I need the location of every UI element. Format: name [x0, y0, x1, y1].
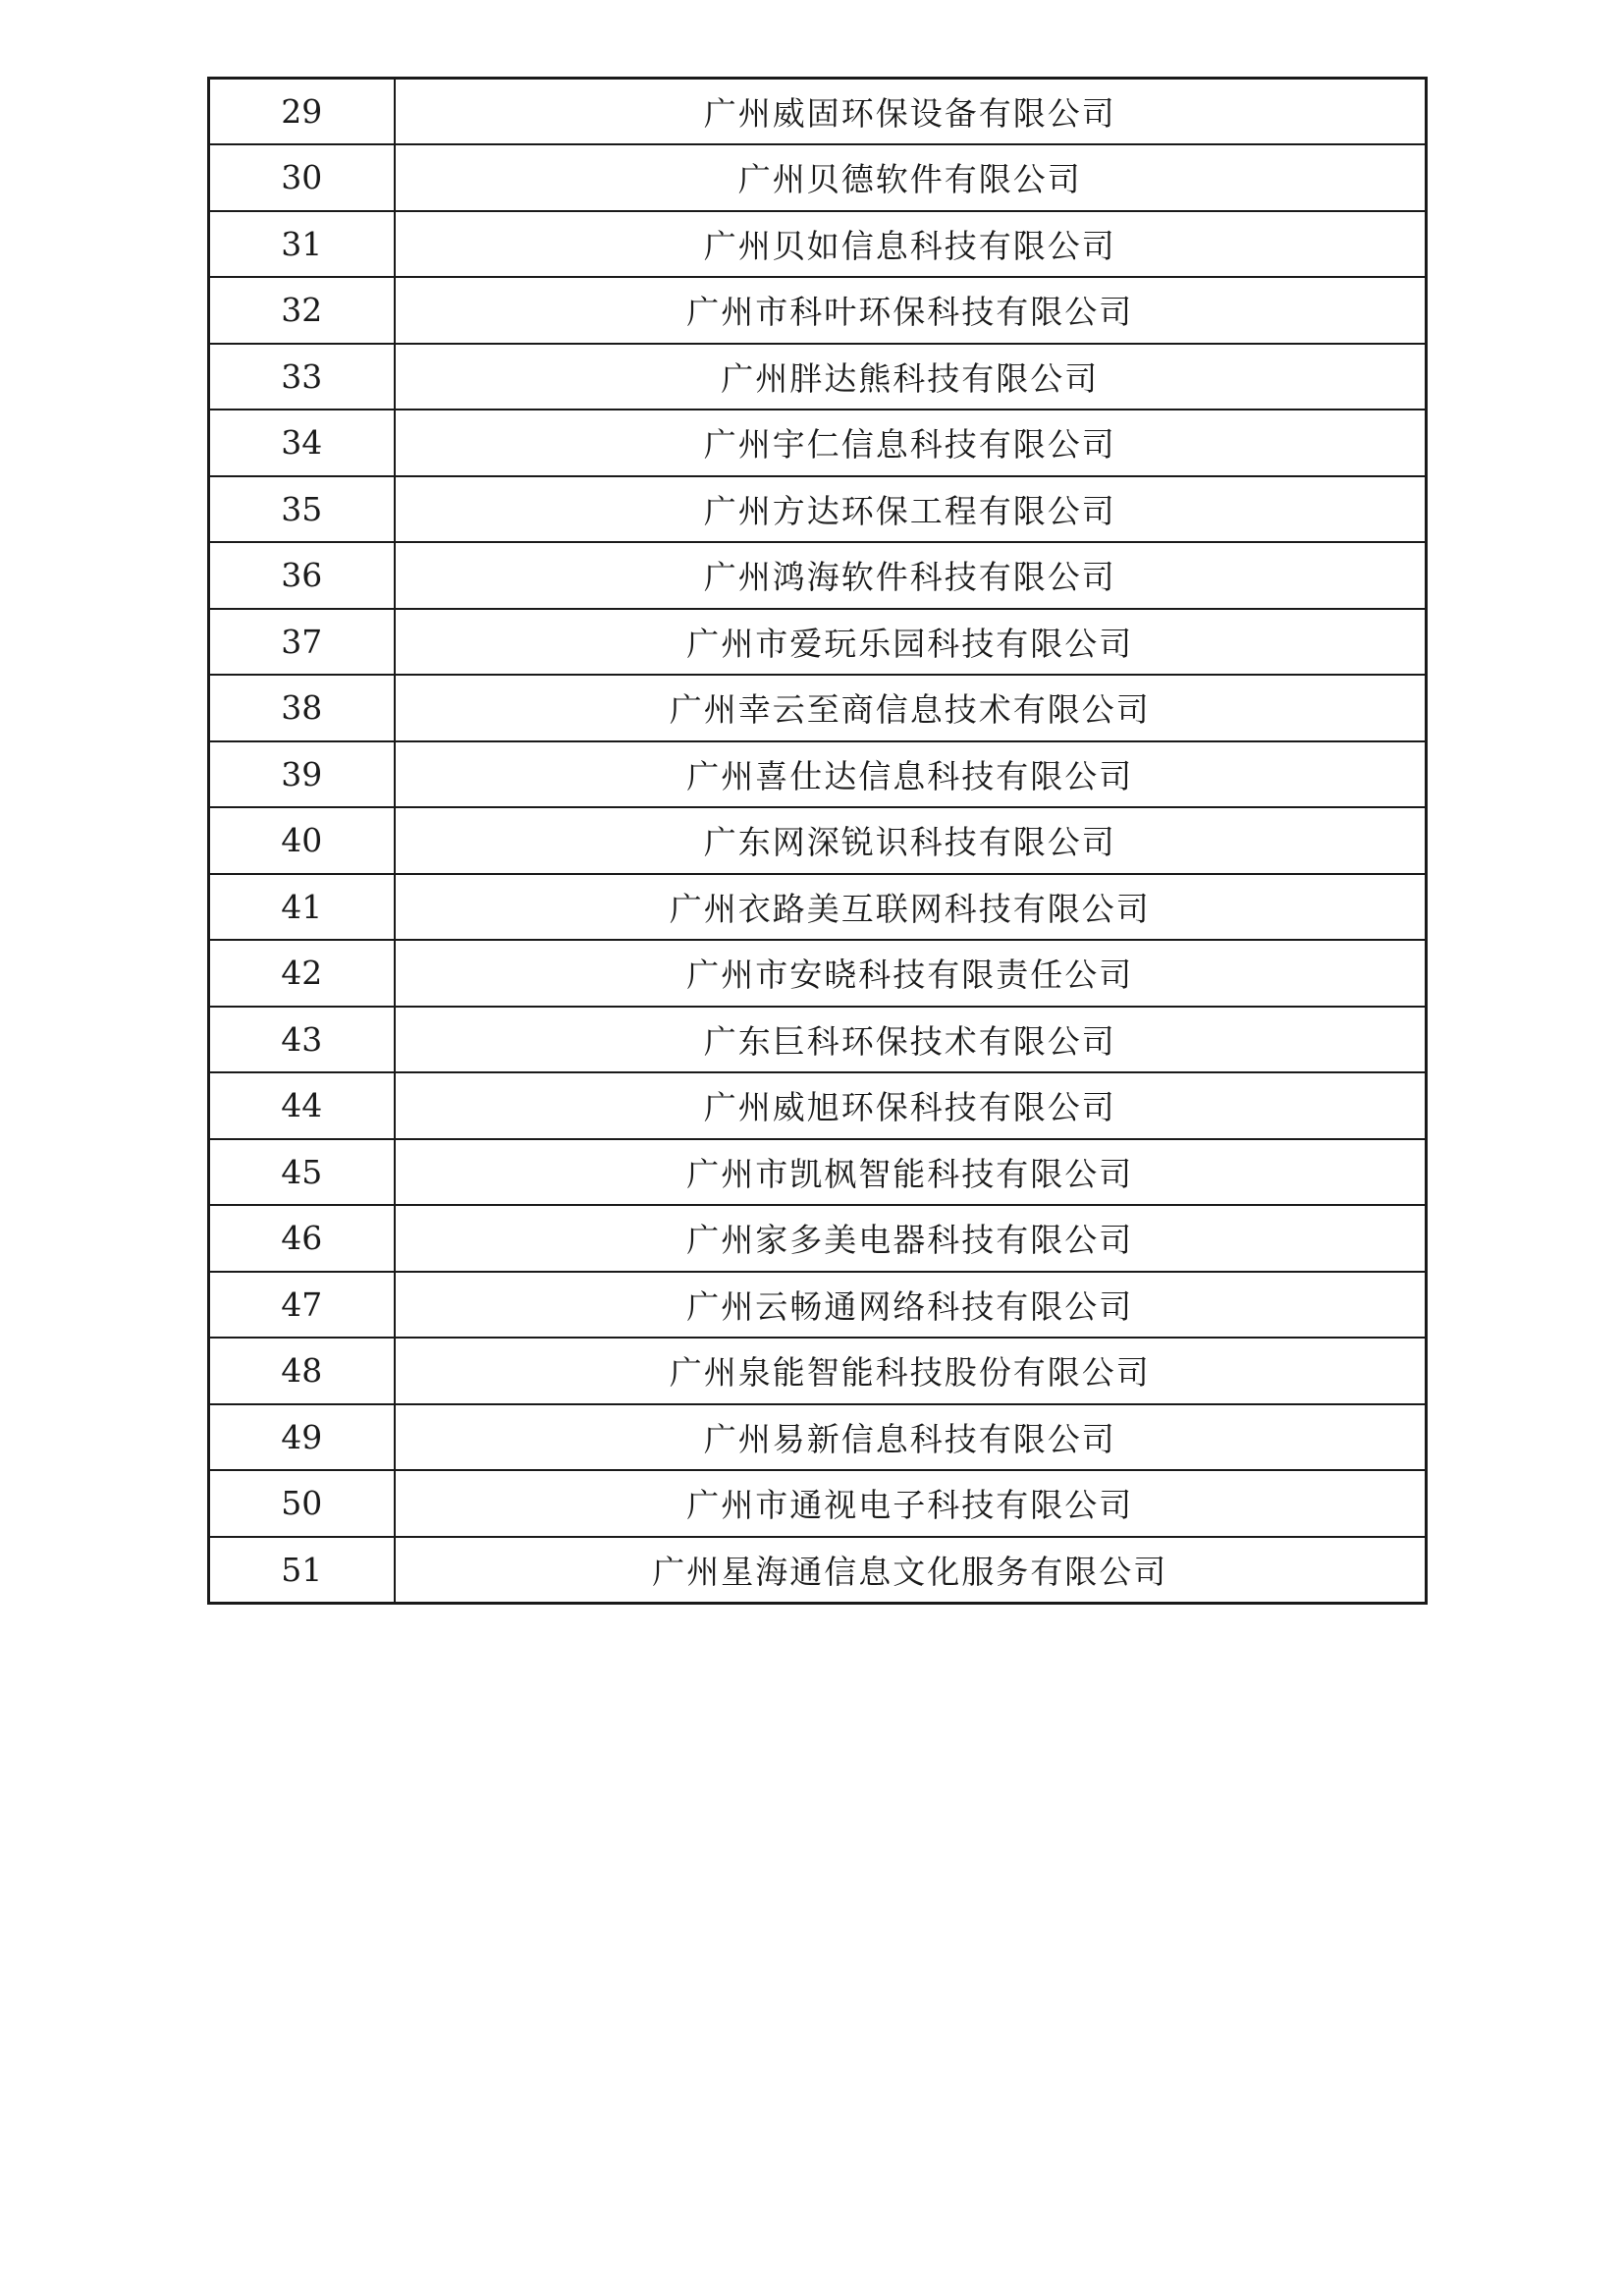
- table-row: [209, 1537, 1427, 1604]
- table-row: [209, 741, 1427, 808]
- table-row: [209, 144, 1427, 211]
- table-row: [209, 940, 1427, 1007]
- company-name-cell: 广州鸿海软件科技有限公司: [395, 542, 1427, 609]
- company-name-cell: 广州市科叶环保科技有限公司: [395, 277, 1427, 344]
- table-row: [209, 476, 1427, 543]
- row-number-cell: 39: [209, 741, 395, 808]
- table-row: [209, 1404, 1427, 1471]
- row-number-cell: 48: [209, 1338, 395, 1404]
- row-number-cell: 29: [209, 79, 395, 145]
- table-row: [209, 344, 1427, 410]
- row-number-cell: 46: [209, 1205, 395, 1272]
- row-number-cell: 36: [209, 542, 395, 609]
- row-number-cell: 38: [209, 675, 395, 741]
- company-name-cell: 广州泉能智能科技股份有限公司: [395, 1338, 1427, 1404]
- company-name-cell: 广州市爱玩乐园科技有限公司: [395, 609, 1427, 676]
- row-number-cell: 50: [209, 1470, 395, 1537]
- table-row: [209, 675, 1427, 741]
- company-name-cell: 广州幸云至商信息技术有限公司: [395, 675, 1427, 741]
- table-body: [209, 79, 1427, 1604]
- row-number-cell: 33: [209, 344, 395, 410]
- table-row: [209, 1272, 1427, 1339]
- row-number-cell: 30: [209, 144, 395, 211]
- table-row: [209, 1205, 1427, 1272]
- company-name-cell: 广州家多美电器科技有限公司: [395, 1205, 1427, 1272]
- company-name-cell: 广州市安晓科技有限责任公司: [395, 940, 1427, 1007]
- table-row: [209, 277, 1427, 344]
- table-row: [209, 542, 1427, 609]
- row-number-cell: 32: [209, 277, 395, 344]
- company-name-cell: 广州市通视电子科技有限公司: [395, 1470, 1427, 1537]
- table-row: [209, 211, 1427, 278]
- row-number-cell: 42: [209, 940, 395, 1007]
- table-row: [209, 410, 1427, 476]
- company-name-cell: 广州衣路美互联网科技有限公司: [395, 874, 1427, 941]
- table-row: [209, 874, 1427, 941]
- row-number-cell: 44: [209, 1072, 395, 1139]
- table-row: [209, 1338, 1427, 1404]
- row-number-cell: 40: [209, 807, 395, 874]
- company-name-cell: 广州胖达熊科技有限公司: [395, 344, 1427, 410]
- row-number-cell: 35: [209, 476, 395, 543]
- company-name-cell: 广州云畅通网络科技有限公司: [395, 1272, 1427, 1339]
- company-name-cell: 广州威旭环保科技有限公司: [395, 1072, 1427, 1139]
- table-row: [209, 1072, 1427, 1139]
- row-number-cell: 31: [209, 211, 395, 278]
- row-number-cell: 34: [209, 410, 395, 476]
- table-row: [209, 609, 1427, 676]
- row-number-cell: 49: [209, 1404, 395, 1471]
- table-row: [209, 1007, 1427, 1073]
- company-name-cell: 广州宇仁信息科技有限公司: [395, 410, 1427, 476]
- company-name-cell: 广州星海通信息文化服务有限公司: [395, 1537, 1427, 1604]
- company-name-cell: 广东巨科环保技术有限公司: [395, 1007, 1427, 1073]
- company-name-cell: 广州喜仕达信息科技有限公司: [395, 741, 1427, 808]
- company-name-cell: 广东网深锐识科技有限公司: [395, 807, 1427, 874]
- table-row: [209, 79, 1427, 145]
- company-name-cell: 广州威固环保设备有限公司: [395, 79, 1427, 145]
- company-name-cell: 广州易新信息科技有限公司: [395, 1404, 1427, 1471]
- row-number-cell: 37: [209, 609, 395, 676]
- table-row: [209, 1139, 1427, 1206]
- row-number-cell: 45: [209, 1139, 395, 1206]
- row-number-cell: 41: [209, 874, 395, 941]
- row-number-cell: 51: [209, 1537, 395, 1604]
- row-number-cell: 43: [209, 1007, 395, 1073]
- company-name-cell: 广州贝如信息科技有限公司: [395, 211, 1427, 278]
- company-name-cell: 广州贝德软件有限公司: [395, 144, 1427, 211]
- company-list-table: [207, 77, 1428, 1605]
- table-row: [209, 807, 1427, 874]
- row-number-cell: 47: [209, 1272, 395, 1339]
- company-name-cell: 广州方达环保工程有限公司: [395, 476, 1427, 543]
- company-name-cell: 广州市凯枫智能科技有限公司: [395, 1139, 1427, 1206]
- table-row: [209, 1470, 1427, 1537]
